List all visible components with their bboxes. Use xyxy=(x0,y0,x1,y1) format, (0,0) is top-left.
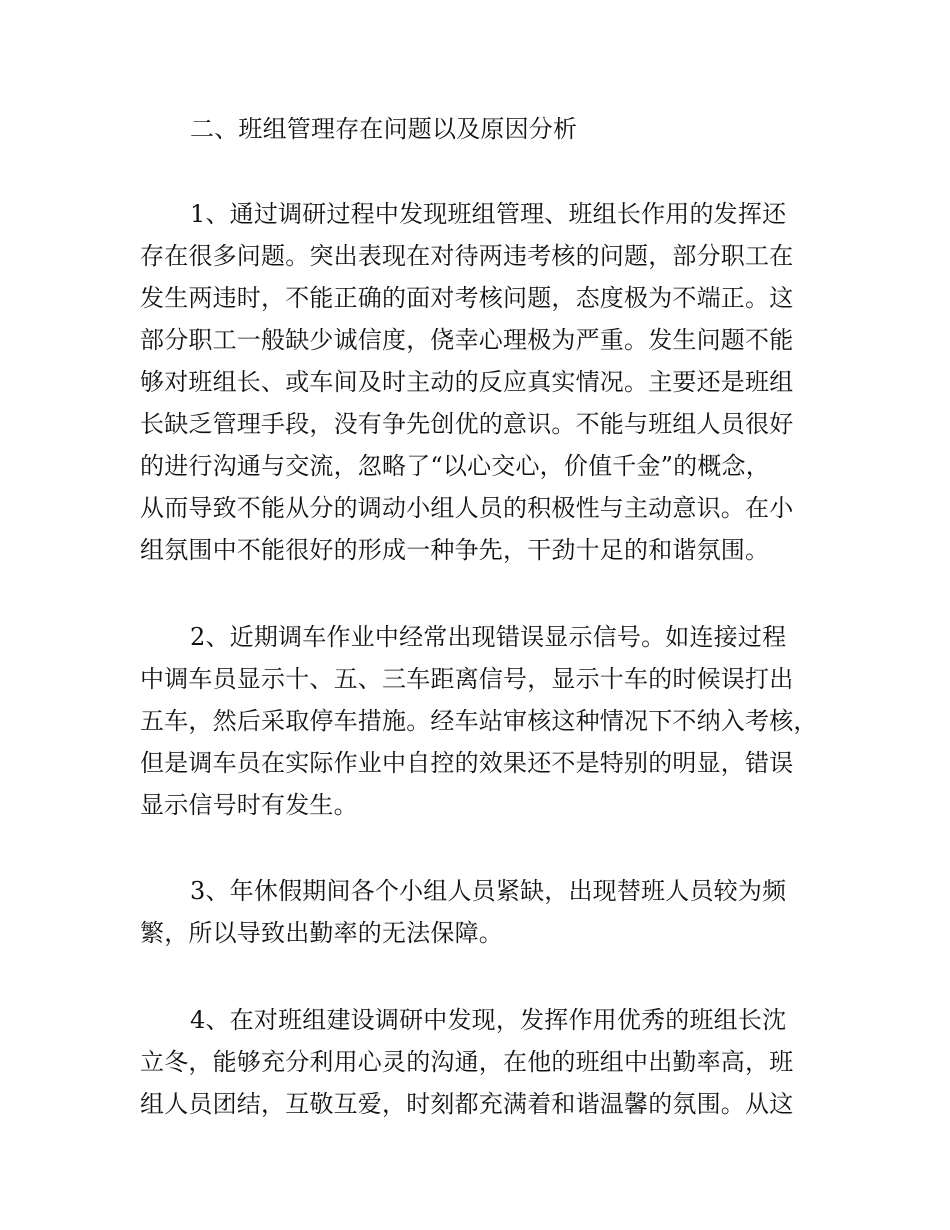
paragraph-1-line-7: 的进行沟通与交流，忽略了“以心交心，价值千金”的概念， xyxy=(140,452,770,480)
paragraph-4-line-3: 组人员团结，互敬互爱，时刻都充满着和谐温馨的氛围。从这 xyxy=(140,1090,794,1118)
paragraph-1-line-3: 发生两违时，不能正确的面对考核问题，态度极为不端正。这 xyxy=(140,284,794,312)
paragraph-2-line-4: 但是调车员在实际作业中自控的效果还不是特别的明显，错误 xyxy=(140,749,794,777)
paragraph-1-line-9: 组氛围中不能很好的形成一种争先，干劲十足的和谐氛围。 xyxy=(140,536,770,564)
paragraph-4-line-1: 4、在对班组建设调研中发现，发挥作用优秀的班组长沈 xyxy=(190,1006,787,1034)
paragraph-1-line-8: 从而导致不能从分的调动小组人员的积极性与主动意识。在小 xyxy=(140,494,794,522)
paragraph-4-line-2: 立冬，能够充分利用心灵的沟通，在他的班组中出勤率高，班 xyxy=(140,1048,794,1076)
paragraph-2-line-5: 显示信号时有发生。 xyxy=(140,791,358,819)
paragraph-2-line-3: 五车，然后采取停车措施。经车站审核这种情况下不纳入考核， xyxy=(140,707,818,735)
paragraph-2-line-1: 2、近期调车作业中经常出现错误显示信号。如连接过程 xyxy=(190,623,787,651)
paragraph-1-line-5: 够对班组长、或车间及时主动的反应真实情况。主要还是班组 xyxy=(140,368,794,396)
paragraph-1-line-6: 长缺乏管理手段，没有争先创优的意识。不能与班组人员很好 xyxy=(140,410,794,438)
paragraph-3-line-2: 繁，所以导致出勤率的无法保障。 xyxy=(140,919,503,947)
paragraph-3-line-1: 3、年休假期间各个小组人员紧缺，出现替班人员较为频 xyxy=(190,877,787,905)
paragraph-1-line-1: 1、通过调研过程中发现班组管理、班组长作用的发挥还 xyxy=(190,200,787,228)
section-heading: 二、班组管理存在问题以及原因分析 xyxy=(190,115,578,143)
paragraph-2-line-2: 中调车员显示十、五、三车距离信号，显示十车的时候误打出 xyxy=(140,665,794,693)
paragraph-1-line-4: 部分职工一般缺少诚信度，侥幸心理极为严重。发生问题不能 xyxy=(140,326,794,354)
paragraph-1-line-2: 存在很多问题。突出表现在对待两违考核的问题，部分职工在 xyxy=(140,242,794,270)
